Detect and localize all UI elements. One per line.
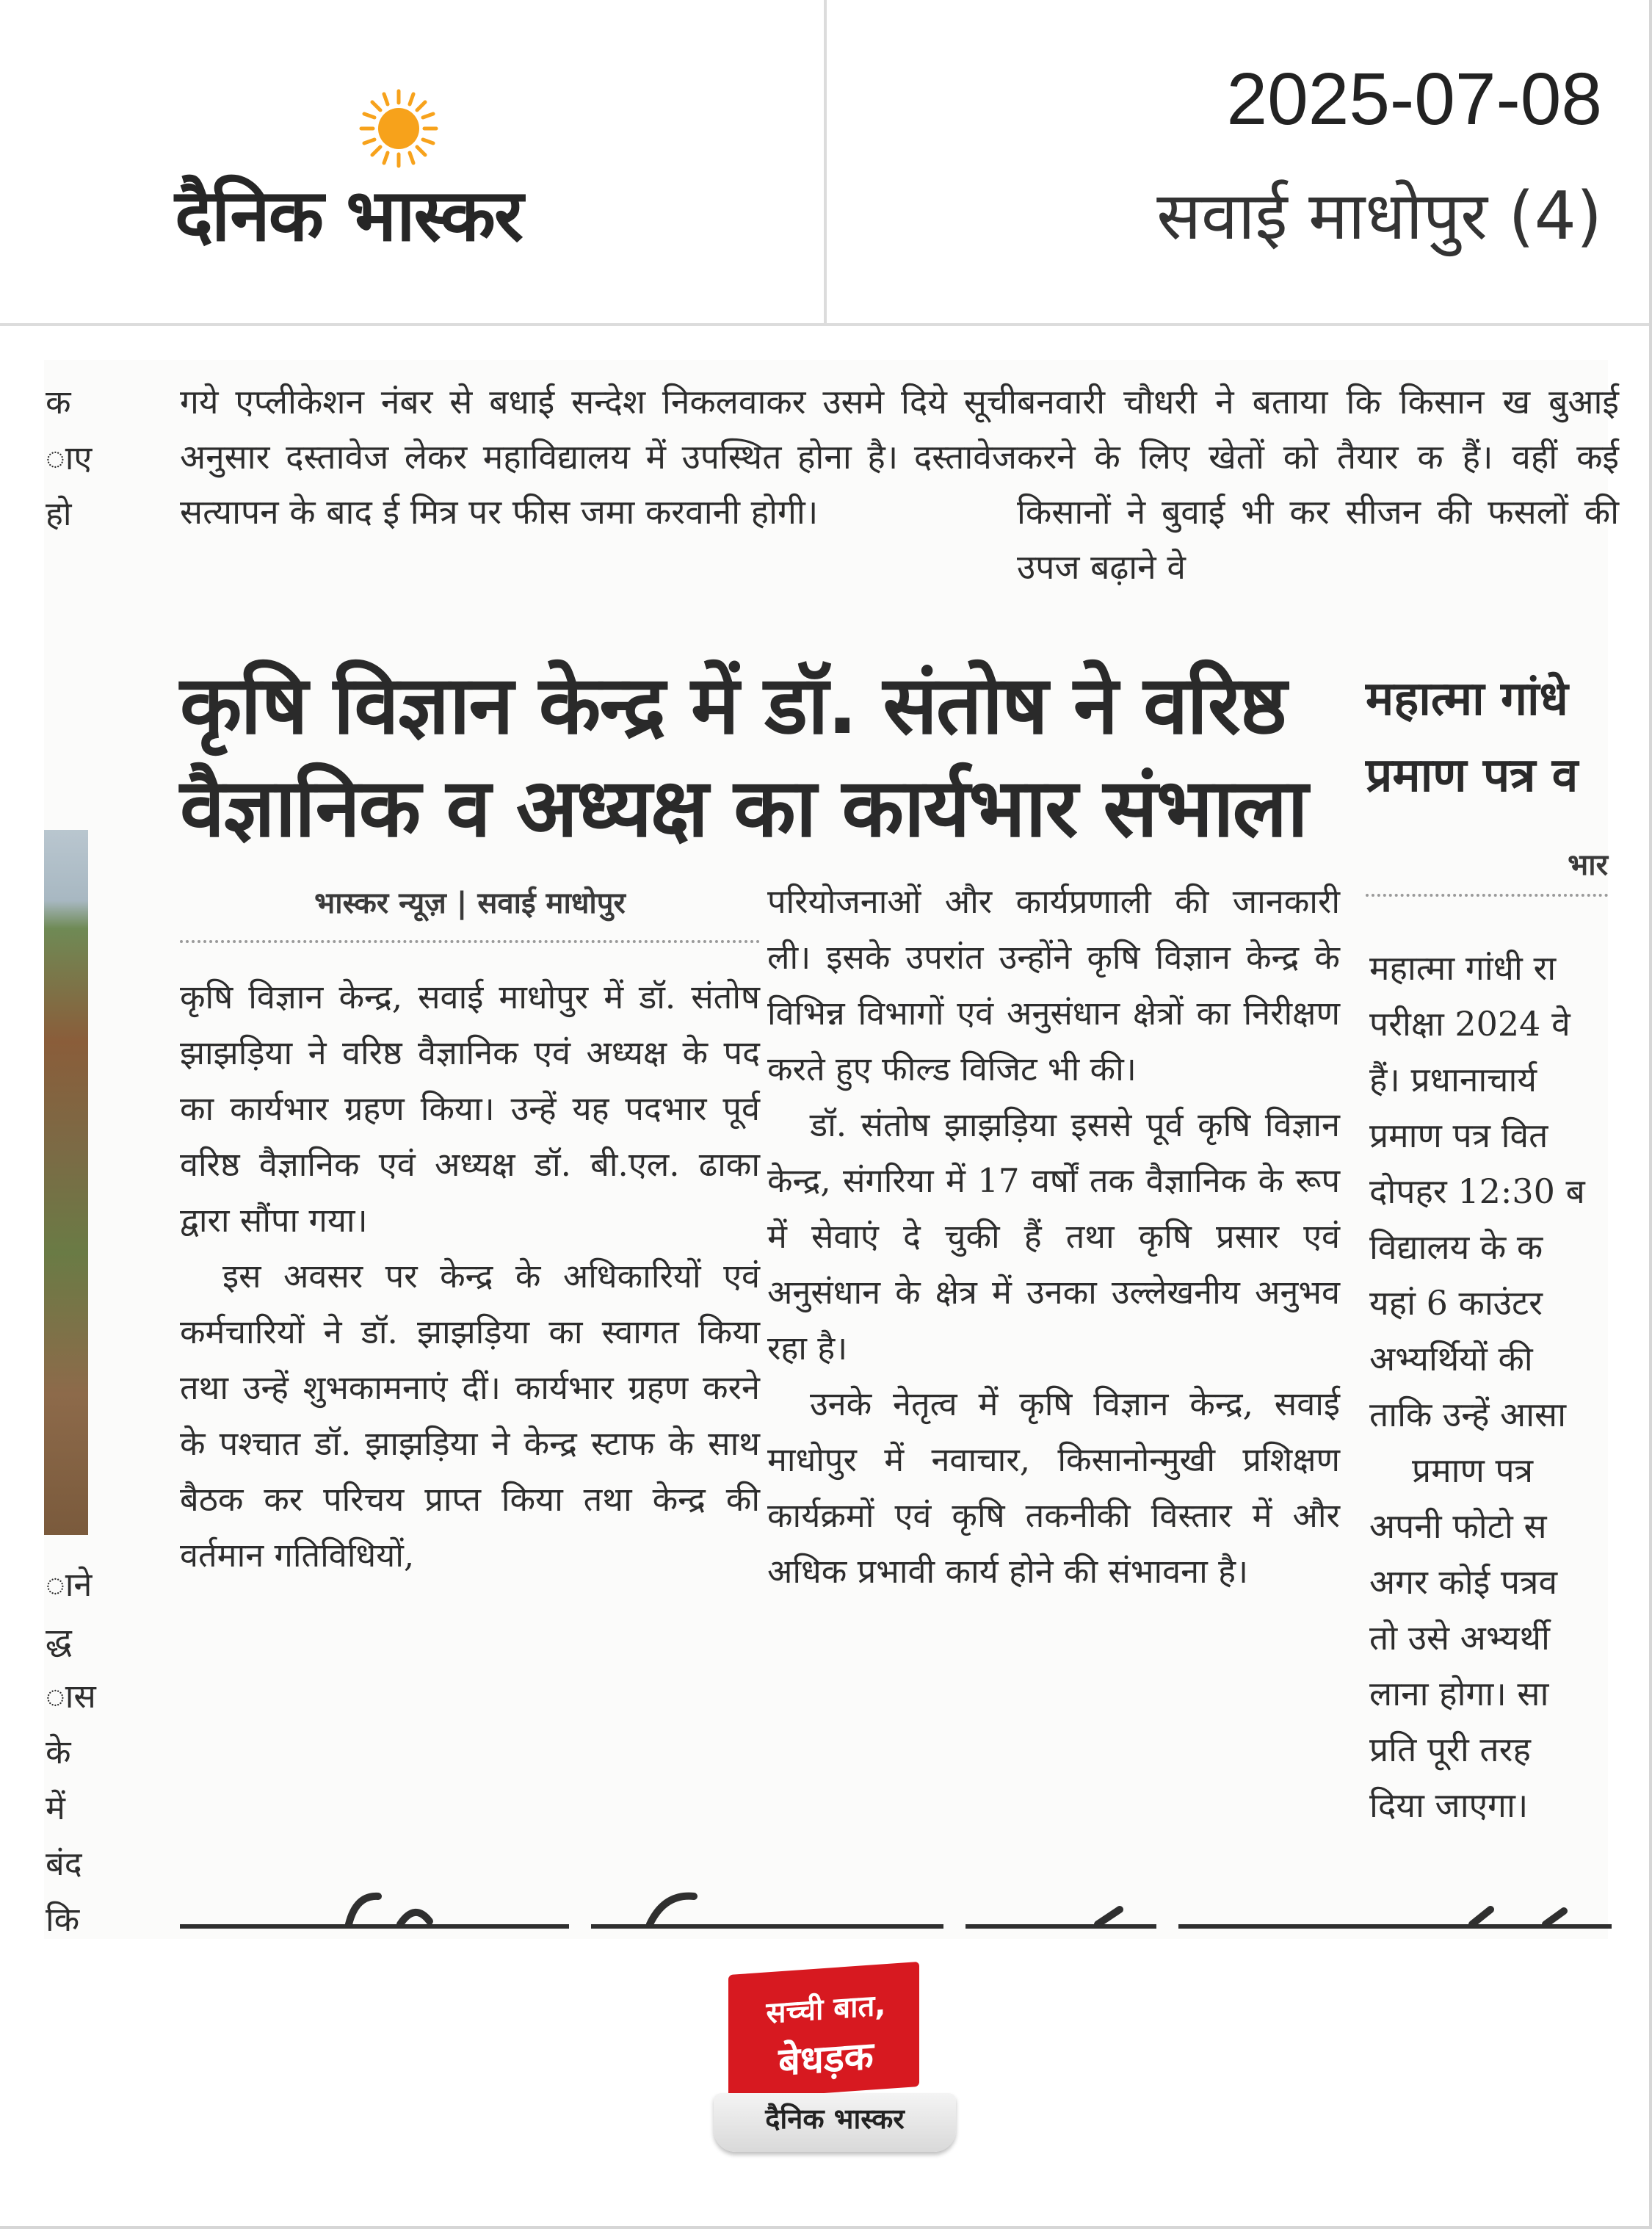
byline-source: भास्कर न्यूज़: [314, 886, 446, 920]
byline-rule: [180, 940, 760, 943]
side-line: परीक्षा 2024 वे: [1369, 1004, 1571, 1044]
side-headline-line: प्रमाण पत्र व: [1366, 748, 1579, 803]
publisher-logo: [175, 81, 630, 258]
side-line: अपनी फोटो स: [1369, 1506, 1547, 1546]
badge-logo: दैनिक भास्कर: [765, 2103, 905, 2135]
side-article: [1366, 661, 1608, 897]
logo-wordmark: दैनिक भास्कर: [175, 174, 522, 258]
side-line: प्रमाण पत्र: [1412, 1451, 1533, 1490]
side-line: ताकि उन्हें आसा: [1369, 1395, 1567, 1434]
paragraph: डॉ. संतोष झाझड़िया इससे पूर्व कृषि विज्ञान केन्द्र, संगरिया में 17 वर्षों तक वैज्ञानिक के रूप में सेवाएं दे चुकी हैं तथा कृषि प्रसार एवं अनुसंधान के क्षेत्र में उनका उल्लेखनीय अनुभव रहा है।: [767, 1105, 1340, 1368]
side-headline: [1366, 661, 1608, 814]
paragraph: परियोजनाओं और कार्यप्रणाली की जानकारी ली। इसके उपरांत उन्होंने कृषि विज्ञान केन्द्र के विभिन्न विभागों एवं अनुसंधान क्षेत्रों का निरीक्षण करते हुए फील्ड विजिट भी की।: [767, 882, 1340, 1088]
side-line: प्रमाण पत्र वित: [1369, 1116, 1548, 1155]
top-right-article: [1017, 375, 1619, 595]
side-line: महात्मा गांधी रा: [1369, 948, 1557, 988]
newspaper-clipping: [44, 360, 1619, 1939]
fragment-line: ाए: [46, 438, 93, 477]
byline: [180, 881, 760, 922]
article-text: गये एप्लीकेशन नंबर से बधाई सन्देश निकलवाकर उसमे दिये सूची अनुसार दस्तावेज लेकर महाविद्यालय में उपस्थित होना है। दस्तावेज सत्यापन के बाद ई मित्र पर फीस जमा करवानी होगी।: [180, 382, 1017, 532]
article-text: बनवारी चौधरी ने बताया कि किसान ख बुआई करने के लिए खेतों को तैयार क हैं। वहीं कई किसानों ने बुवाई भी कर सीजन की फसलों की उपज बढ़ाने वे: [1017, 382, 1619, 587]
side-line: तो उसे अभ्यर्थी: [1369, 1618, 1550, 1658]
side-line: प्रति पूरी तरह: [1369, 1730, 1531, 1769]
byline-separator: |: [456, 886, 478, 920]
side-line: दोपहर 12:30 ब: [1369, 1171, 1585, 1211]
side-line: अगर कोई पत्रव: [1369, 1562, 1558, 1602]
sun-icon: [358, 88, 439, 169]
side-line: लाना होगा। सा: [1369, 1674, 1549, 1713]
top-left-article: [180, 375, 1017, 540]
fragment-line: ाने: [46, 1565, 93, 1604]
header: [0, 0, 1649, 326]
fragment-line: बंद: [46, 1844, 82, 1883]
fragment-line: द्ध: [46, 1621, 72, 1660]
field-photo: [44, 830, 88, 1535]
byline-place: सवाई माधोपुर: [477, 886, 626, 920]
edition-name: सवाई माधोपुर (4): [1156, 178, 1602, 255]
side-line: दिया जाएगा।: [1369, 1785, 1529, 1825]
fragment-line: के: [46, 1733, 71, 1771]
left-edge-fragment-bottom: [46, 1557, 96, 1948]
header-divider: [824, 0, 827, 323]
fragment-line: हो: [46, 494, 72, 533]
footer-badge: [714, 1968, 956, 2159]
paragraph: कृषि विज्ञान केन्द्र, सवाई माधोपुर में डॉ. संतोष झाझड़िया ने वरिष्ठ वैज्ञानिक एवं अध्यक्ष के पद का कार्यभार ग्रहण किया। उन्हें यह पदभार पूर्व वरिष्ठ वैज्ञानिक एवं अध्यक्ष डॉ. बी.एल. ढाका द्वारा सौंपा गया।: [180, 978, 760, 1240]
badge-slogan-line2: बेधड़क: [778, 2034, 874, 2085]
fragment-line: ास: [46, 1677, 96, 1716]
main-headline: कृषि विज्ञान केन्द्र में डॉ. संतोष ने वरिष्ठ वैज्ञानिक व अध्यक्ष का कार्यभार संभाला: [180, 658, 1307, 855]
side-line: हैं। प्रधानाचार्य: [1369, 1060, 1537, 1099]
article-column-2: [767, 874, 1340, 1600]
article-column-1: [180, 969, 760, 1583]
side-headline-line: महात्मा गांधे: [1366, 672, 1568, 726]
fragment-line: में: [46, 1788, 65, 1827]
side-line: अभ्यर्थियों की: [1369, 1339, 1533, 1379]
edition-date: 2025-07-08: [1226, 58, 1602, 140]
paragraph: उनके नेतृत्व में कृषि विज्ञान केन्द्र, सवाई माधोपुर में नवाचार, किसानोन्मुखी प्रशिक्षण कार्यक्रमों एवं कृषि तकनीकी विस्तार में और अधिक प्रभावी कार्य होने की संभावना है।: [767, 1384, 1340, 1591]
side-byline-rule: [1366, 894, 1608, 897]
side-byline: भार: [1568, 848, 1608, 882]
fragment-line: कि: [46, 1900, 80, 1939]
side-article-text: [1369, 940, 1608, 1833]
side-line: विद्यालय के क: [1369, 1227, 1543, 1267]
paragraph: इस अवसर पर केन्द्र के अधिकारियों एवं कर्मचारियों ने डॉ. झाझड़िया का स्वागत किया तथा उन्हें शुभकामनाएं दीं। कार्यभार ग्रहण करने के पश्चात डॉ. झाझड़िया ने केन्द्र स्टाफ के साथ बैठक कर परिचय प्राप्त किया तथा केन्द्र की वर्तमान गतिविधियों,: [180, 1257, 760, 1575]
side-line: यहां 6 काउंटर: [1369, 1283, 1543, 1323]
badge-slogan-line1: सच्ची बात,: [766, 1988, 886, 2031]
fragment-line: क: [46, 383, 71, 422]
left-edge-fragment-top: [46, 375, 93, 542]
cut-headline-tops: [180, 1880, 1612, 1932]
